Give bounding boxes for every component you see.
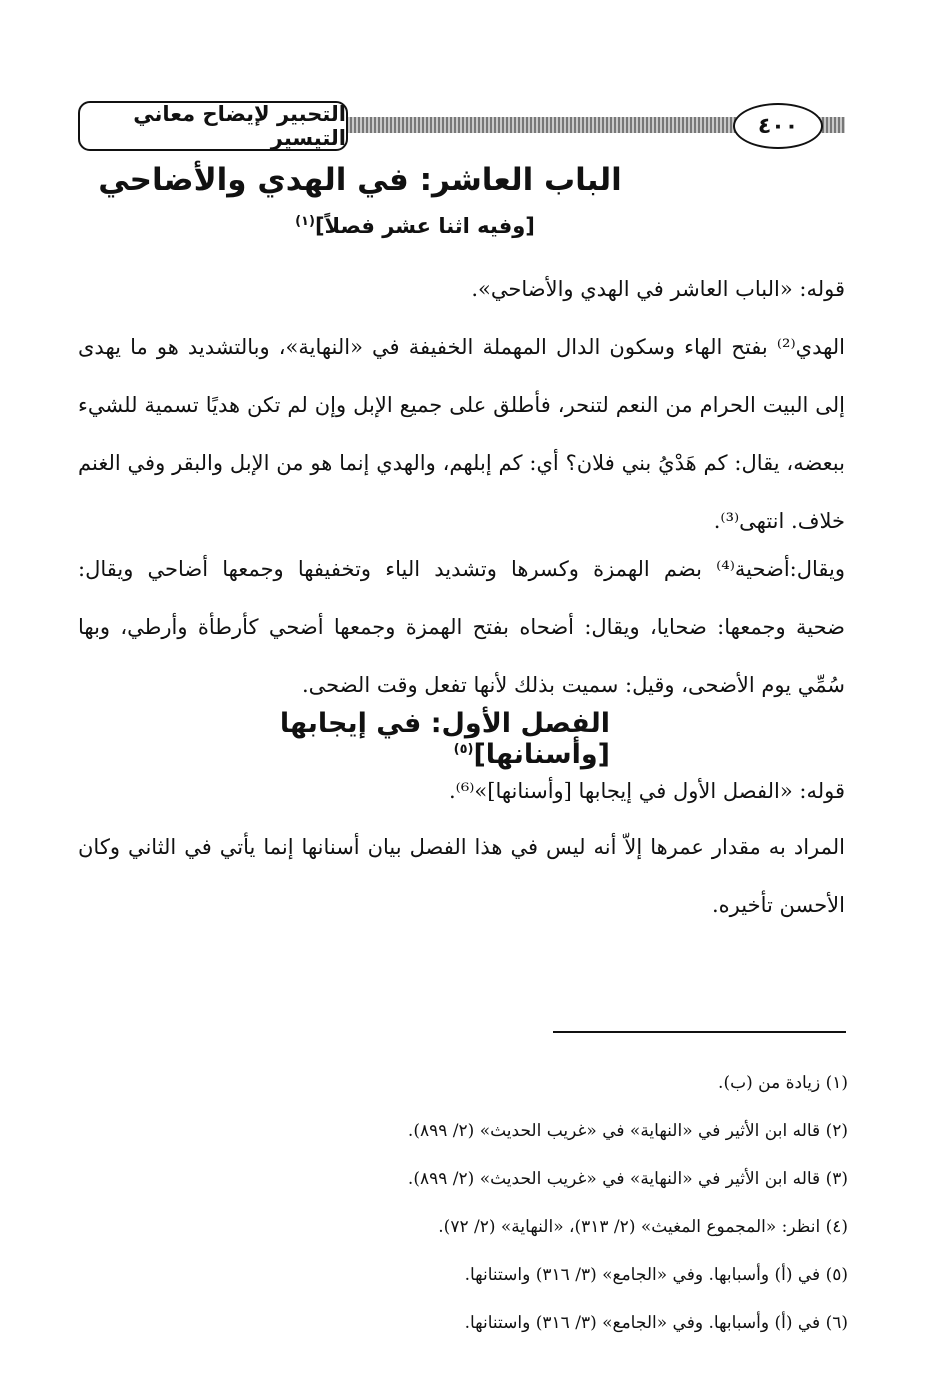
chapter-subtitle [200, 214, 630, 238]
paragraph-line: إلى البيت الحرام من النعم لتنحر، فأطلق على جميع الإبل وإن لم تكن هديًا تسمية للشيء [78, 393, 845, 417]
section-title-text: الفصل الأول: في إيجابها [وأسنانها] [279, 708, 610, 770]
footnote-ref-5: (٥) [453, 742, 474, 757]
footnotes [78, 1066, 848, 1354]
paragraph-line: قوله: «الفصل الأول في إيجابها [وأسنانها]»⁽⁶⁾. [448, 779, 845, 803]
paragraph-line: ضحية وجمعها: ضحايا، ويقال: أضحاه بفتح الهمزة وجمعها أضحي كأرطأة وأرطي، وبها [78, 615, 845, 639]
footnote-separator [553, 1031, 846, 1033]
paragraph-line: سُمِّي يوم الأضحى، وقيل: سميت بذلك لأنها تفعل وقت الضحى. [301, 673, 845, 697]
paragraph-3 [78, 540, 845, 714]
footnote: (٢) قاله ابن الأثير في «النهاية» في «غريب الحديث» (٢/ ٨٩٩). [407, 1121, 848, 1141]
footnote: (٥) في (أ) وأسبابها. وفي «الجامع» (٣/ ٣١٦) واستنانها. [464, 1265, 848, 1285]
paragraph-5 [78, 818, 845, 934]
paragraph-line: خلاف. انتهى⁽³⁾. [713, 509, 845, 533]
running-header [78, 97, 845, 153]
page-number: ٤٠٠ [733, 103, 823, 149]
paragraph-line: ويقال:أضحية⁽⁴⁾ بضم الهمزة وكسرها وتشديد الياء وتخفيفها وجمعها أضاحي ويقال: [78, 557, 846, 581]
paragraph-line: ببعضه، يقال: كم هَدْيُ بني فلان؟ أي: كم إبلهم، والهدي إنما هو من الإبل والبقر وفي الغنم [78, 451, 845, 475]
chapter-subtitle-text: [وفيه اثنا عشر فصلاً] [314, 214, 535, 238]
paragraph-1 [78, 260, 845, 318]
footnote: (٦) في (أ) وأسبابها. وفي «الجامع» (٣/ ٣١٦) واستنانها. [464, 1313, 848, 1333]
paragraph-line: الهدي⁽²⁾ بفتح الهاء وسكون الدال المهملة الخفيفة في «النهاية»، وبالتشديد هو ما يهدى [78, 335, 845, 359]
footnote: (٤) انظر: «المجموع المغيث» (٢/ ٣١٣)، «النهاية» (٢/ ٧٢). [438, 1217, 848, 1237]
paragraph-4 [78, 762, 845, 820]
chapter-title: الباب العاشر: في الهدي والأضاحي [98, 162, 622, 198]
footnote: (٣) قاله ابن الأثير في «النهاية» في «غريب الحديث» (٢/ ٨٩٩). [407, 1169, 848, 1189]
paragraph-line: الأحسن تأخيره. [711, 893, 845, 917]
paragraph-2 [78, 318, 845, 550]
paragraph-line: قوله: «الباب العاشر في الهدي والأضاحي». [471, 277, 845, 301]
footnote-ref-1: (١) [295, 214, 315, 229]
footnote: (١) زيادة من (ب). [718, 1073, 848, 1093]
section-title [200, 708, 610, 770]
book-title: التحبير لإيضاح معاني التيسير [78, 101, 348, 151]
paragraph-line: المراد به مقدار عمرها إلاّ أنه ليس في هذا الفصل بيان أسنانها إنما يأتي في الثاني وكان [78, 835, 845, 859]
